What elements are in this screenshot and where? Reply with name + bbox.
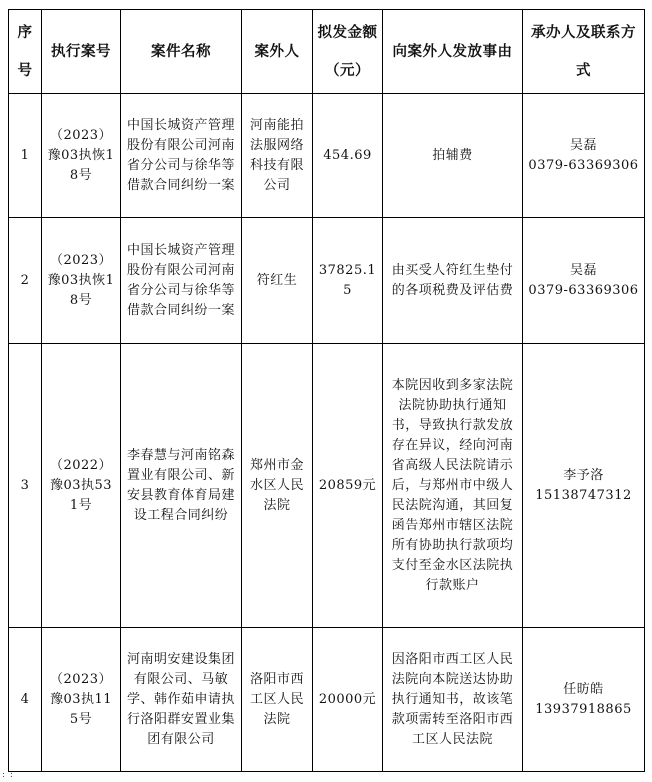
cell-amount: 20859元: [313, 344, 383, 628]
cell-seq: 2: [9, 218, 42, 344]
header-contact: 承办人及联系方式: [523, 10, 645, 94]
cell-reason: 本院因收到多家法院法院协助执行通知书，导致执行款发放存在异议，经向河南省高级人民法院请示后，与郑州市中级人民法院沟通，其回复函告郑州市辖区法院所有协助执行款项均支付至金水区法院执行款账户: [383, 344, 523, 628]
header-seq: 序号: [9, 10, 42, 94]
cell-outsider: 河南能拍法服网络科技有限公司: [242, 94, 313, 218]
table-row: [9, 628, 645, 772]
cell-case-name: 中国长城资产管理股份有限公司河南省分公司与徐华等借款合同纠纷一案: [121, 94, 242, 218]
cell-case-name: 河南明安建设集团有限公司、马敏学、韩作茹申请执行洛阳群安置业集团有限公司: [121, 628, 242, 772]
cell-case-no: （2023）豫03执恢18号: [42, 94, 121, 218]
contact-phone: 13937918865: [535, 701, 632, 717]
cell-case-name: 中国长城资产管理股份有限公司河南省分公司与徐华等借款合同纠纷一案: [121, 218, 242, 344]
cell-contact: [523, 628, 645, 772]
cell-case-no: （2023）豫03执115号: [42, 628, 121, 772]
cell-outsider: 郑州市金水区人民法院: [242, 344, 313, 628]
cell-seq: 4: [9, 628, 42, 772]
cell-amount: 37825.15: [313, 218, 383, 344]
contact-name: 吴磊: [569, 262, 597, 278]
header-outsider: 案外人: [242, 10, 313, 94]
contact-name: 任昉皓: [563, 681, 604, 697]
cell-seq: 1: [9, 94, 42, 218]
table-row: [9, 218, 645, 344]
cell-reason: 拍辅费: [383, 94, 523, 218]
header-row: [9, 10, 645, 94]
header-amount: 拟发金额（元）: [313, 10, 383, 94]
header-reason: 向案外人发放事由: [383, 10, 523, 94]
cell-amount: 20000元: [313, 628, 383, 772]
cell-contact: [523, 218, 645, 344]
cell-case-no: （2022）豫03执531号: [42, 344, 121, 628]
contact-phone: 0379-63369306: [528, 282, 639, 298]
cell-contact: [523, 94, 645, 218]
contact-name: 李予洛: [563, 467, 604, 483]
cell-reason: 因洛阳市西工区人民法院向本院送达协助执行通知书，故该笔款项需转至洛阳市西工区人民法院: [383, 628, 523, 772]
table-row: [9, 94, 645, 218]
cell-contact: [523, 344, 645, 628]
case-payment-table: [8, 9, 645, 772]
cell-outsider: 洛阳市西工区人民法院: [242, 628, 313, 772]
contact-phone: 0379-63369306: [528, 157, 639, 173]
cell-seq: 3: [9, 344, 42, 628]
cell-case-name: 李春慧与河南铭森置业有限公司、新安县教育体育局建设工程合同纠纷: [121, 344, 242, 628]
contact-name: 吴磊: [569, 137, 597, 153]
cell-amount: 454.69: [313, 94, 383, 218]
cell-reason: 由买受人符红生垫付的各项税费及评估费: [383, 218, 523, 344]
corner-marks: : :: [2, 770, 14, 780]
table-row: [9, 344, 645, 628]
contact-phone: 15138747312: [535, 487, 632, 503]
header-case-name: 案件名称: [121, 10, 242, 94]
cell-case-no: （2023）豫03执恢18号: [42, 218, 121, 344]
header-case-no: 执行案号: [42, 10, 121, 94]
cell-outsider: 符红生: [242, 218, 313, 344]
